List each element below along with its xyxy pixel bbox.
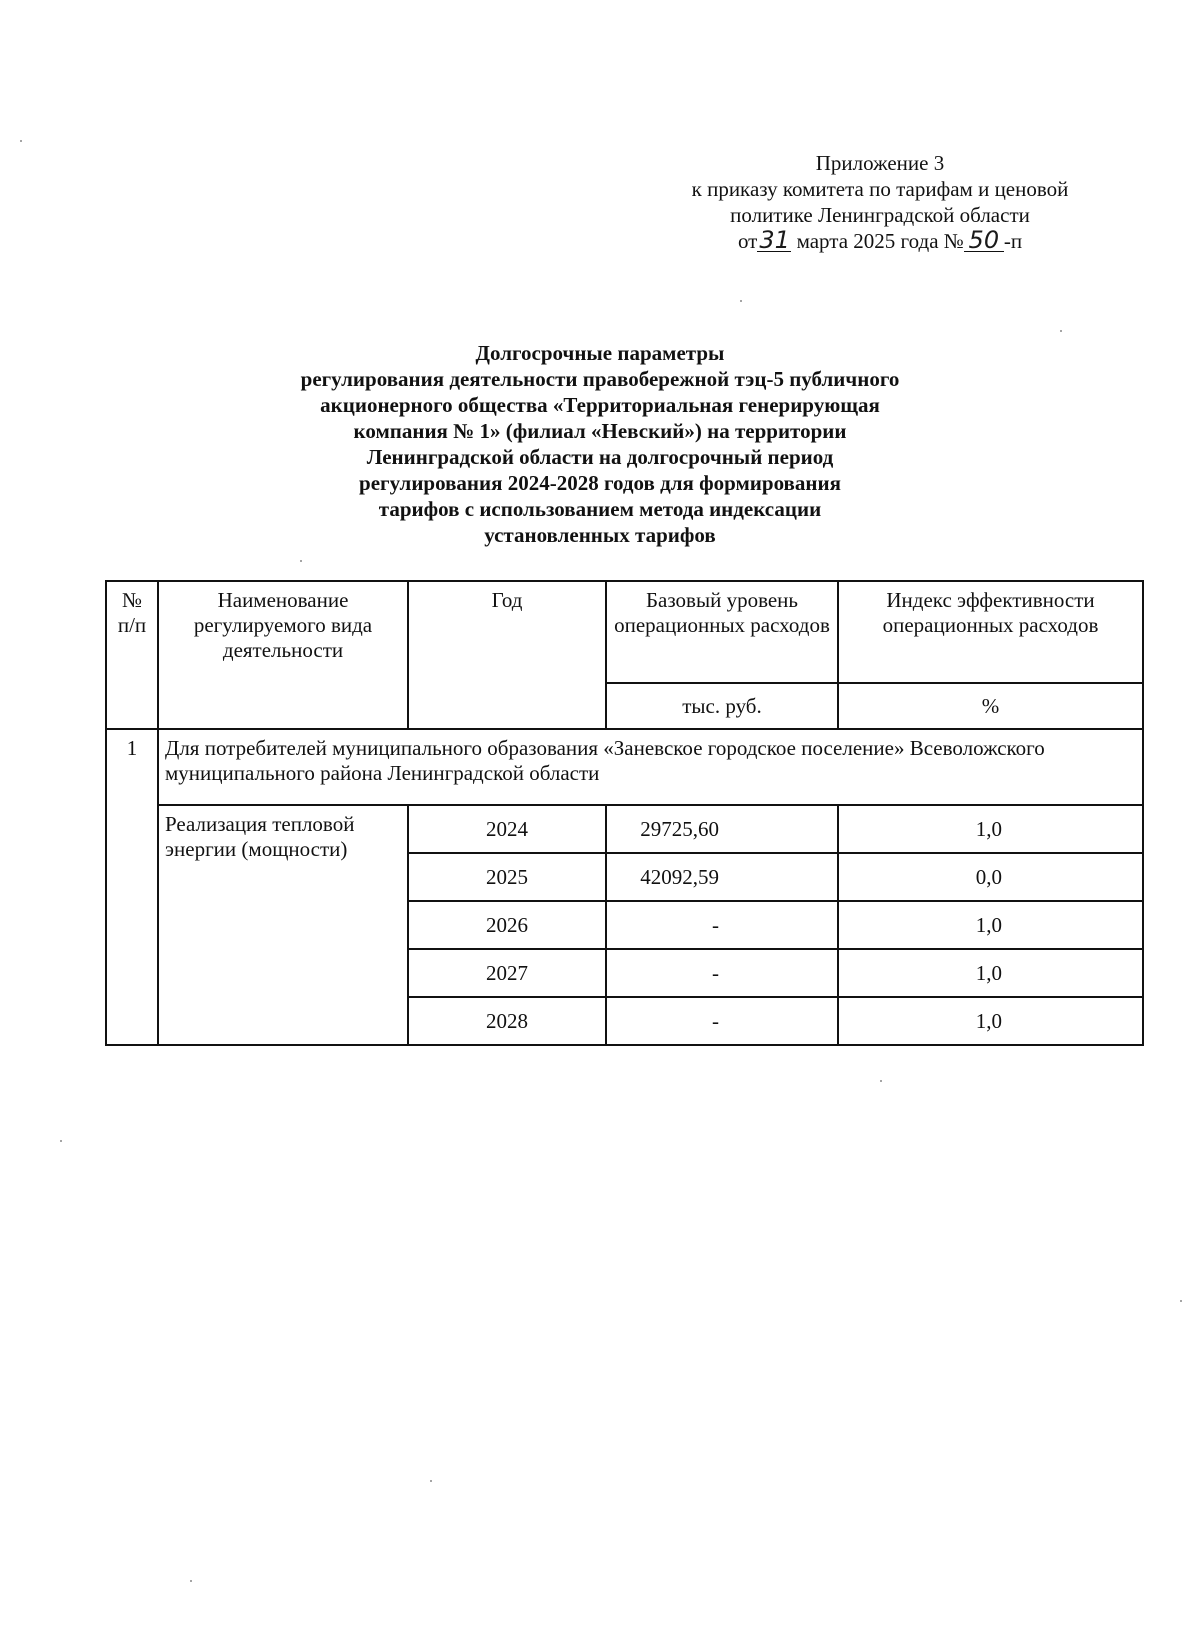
year-cell: 2028 — [408, 997, 606, 1045]
year-cell: 2027 — [408, 949, 606, 997]
activity-name: Реализация тепловой энергии (мощности) — [158, 805, 408, 1045]
scan-speck — [1180, 1300, 1182, 1302]
header-num: № п/п — [106, 581, 158, 729]
base-level-cell: - — [606, 901, 838, 949]
efficiency-cell: 0,0 — [838, 853, 1143, 901]
base-level-cell: - — [606, 997, 838, 1045]
annex-date-rest: марта 2025 года № — [796, 229, 964, 253]
efficiency-cell: 1,0 — [838, 997, 1143, 1045]
header-base-level: Базовый уровень операционных расходов — [606, 581, 838, 683]
header-activity: Наименование регулируемого вида деятельности — [158, 581, 408, 729]
table-header-row — [106, 581, 1143, 683]
section-number: 1 — [106, 729, 158, 1045]
title-line: Ленинградской области на долгосрочный период — [366, 445, 834, 469]
scan-speck — [430, 1480, 432, 1482]
handwritten-day: 31 — [759, 226, 790, 254]
title-line: тарифов с использованием метода индексации — [378, 497, 822, 521]
annex-header — [655, 150, 1105, 254]
base-level-cell: 29725,60 — [606, 805, 838, 853]
document-title — [180, 340, 1020, 548]
section-row — [106, 729, 1143, 805]
table-row — [106, 805, 1143, 853]
scan-speck — [190, 1580, 192, 1582]
header-efficiency: Индекс эффективности операционных расходов — [838, 581, 1143, 683]
title-line: регулирования деятельности правобережной тэц-5 публичного — [300, 367, 900, 391]
title-line: установленных тарифов — [484, 523, 716, 547]
year-cell: 2024 — [408, 805, 606, 853]
year-cell: 2026 — [408, 901, 606, 949]
header-year: Год — [408, 581, 606, 729]
scan-speck — [60, 1140, 62, 1142]
annex-committee: политике Ленинградской области — [730, 203, 1030, 227]
parameters-table — [105, 580, 1144, 1046]
unit-efficiency: % — [838, 683, 1143, 729]
year-cell: 2025 — [408, 853, 606, 901]
annex-number: Приложение 3 — [815, 151, 945, 175]
unit-base-level: тыс. руб. — [606, 683, 838, 729]
title-line: акционерного общества «Территориальная генерирующая — [320, 393, 880, 417]
annex-order-ref: к приказу комитета по тарифам и ценовой — [691, 177, 1069, 201]
scan-speck — [1060, 330, 1062, 332]
scan-speck — [20, 140, 22, 142]
efficiency-cell: 1,0 — [838, 805, 1143, 853]
title-line: регулирования 2024-2028 годов для формирования — [359, 471, 841, 495]
title-line: компания № 1» (филиал «Невский») на территории — [353, 419, 847, 443]
base-level-cell: 42092,59 — [606, 853, 838, 901]
annex-date-prefix: от — [737, 229, 758, 253]
title-line: Долгосрочные параметры — [475, 341, 725, 365]
scan-speck — [880, 1080, 882, 1082]
handwritten-order-number: 50 — [964, 229, 1004, 252]
annex-order-suffix: -п — [1003, 229, 1023, 253]
scan-speck — [740, 300, 742, 302]
annex-date-line — [655, 228, 1105, 254]
efficiency-cell: 1,0 — [838, 949, 1143, 997]
base-level-cell: - — [606, 949, 838, 997]
section-title: Для потребителей муниципального образования «Заневское городское поселение» Всеволожского муниципального района Ленинградской области — [158, 729, 1143, 805]
scan-speck — [300, 560, 302, 562]
efficiency-cell: 1,0 — [838, 901, 1143, 949]
